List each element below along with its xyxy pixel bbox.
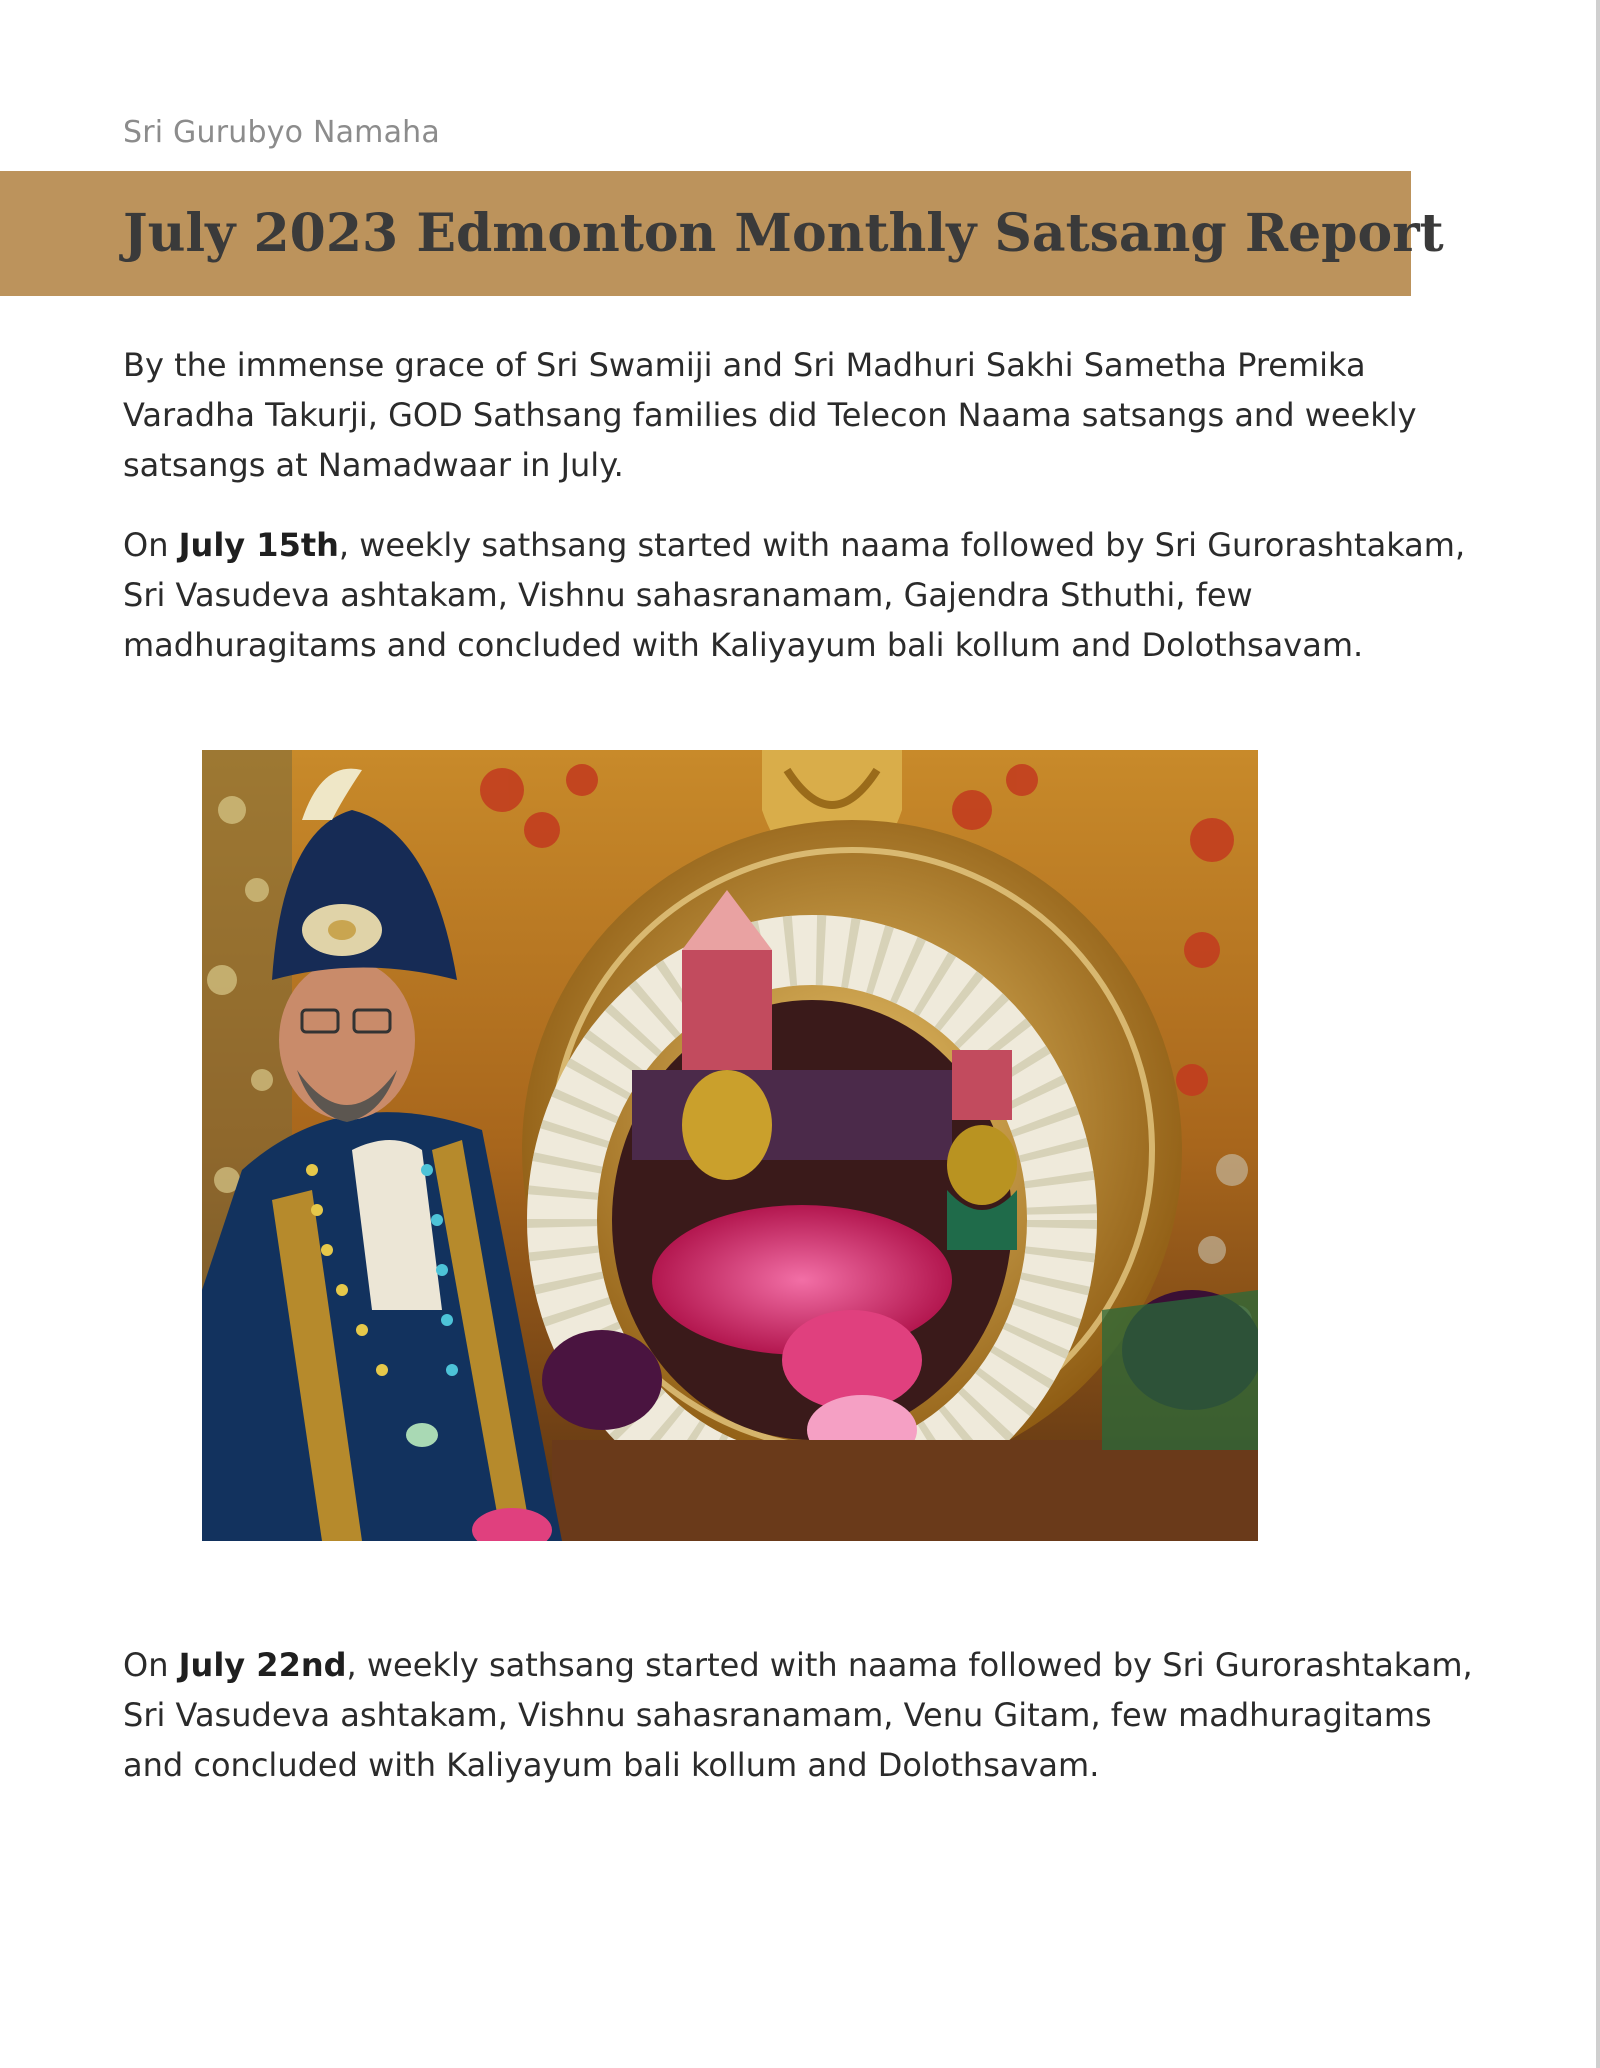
page-edge xyxy=(1596,0,1600,2068)
title-banner xyxy=(0,171,1444,296)
july-15-paragraph xyxy=(123,520,1483,670)
intro-paragraph: By the immense grace of Sri Swamiji and Sri Madhuri Sakhi Sametha Premika Varadha Takurji, GOD Sathsang families did Telecon Naama satsangs and weekly satsangs at Namadwaar in July. xyxy=(123,346,1417,484)
july-22-date: July 22nd xyxy=(178,1646,347,1684)
page-title: July 2023 Edmonton Monthly Satsang Report xyxy=(123,203,1444,264)
july-15-body: , weekly sathsang started with naama followed by Sri Gurorashtakam, Sri Vasudeva ashtakam, Vishnu sahasranamam, Gajendra Sthuthi, few madhuragitams and concluded with Kaliyayum bali kollum and Dolothsavam. xyxy=(123,526,1466,664)
july-15-prefix: On xyxy=(123,526,179,564)
satsang-photo xyxy=(202,750,1258,1541)
page-tagline: Sri Gurubyo Namaha xyxy=(123,115,440,150)
july-22-body: , weekly sathsang started with naama followed by Sri Gurorashtakam, Sri Vasudeva ashtakam, Vishnu sahasranamam, Venu Gitam, few madhuragitams and concluded with Kaliyayum bali kollum and Dolothsavam. xyxy=(123,1646,1473,1784)
july-22-prefix: On xyxy=(123,1646,179,1684)
july-15-date: July 15th xyxy=(178,526,339,564)
july-22-paragraph xyxy=(123,1640,1483,1790)
